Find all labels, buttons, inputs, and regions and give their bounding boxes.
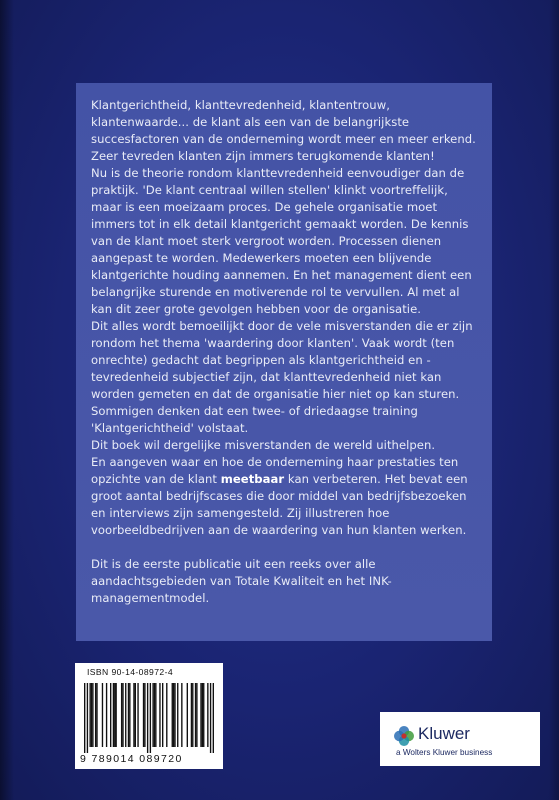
blurb-measurable-after: kan verbeteren. Het bevat een groot aantal bedrijfscases die door middel van bedrijfsbezoeken en interviews zijn samengesteld. Zij illustreren hoe voorbeeldbedrijven aan de waardering van hun klanten werken.: [91, 472, 468, 537]
barcode-bar: [159, 683, 160, 747]
barcode-bar: [84, 683, 85, 753]
publisher-logo-block: [380, 712, 540, 766]
barcode-bar: [207, 683, 208, 747]
barcode-bar: [154, 683, 155, 747]
barcode-bar: [114, 683, 115, 747]
blurb-paragraph-intro: Klantgerichtheid, klanttevredenheid, klantentrouw, klantenwaarde... de klant als een van de belangrijkste succesfactoren van de onderneming wordt meer en meer erkend. Zeer tevreden klanten zijn immers terugkomende klanten!: [91, 98, 476, 163]
blurb-paragraph-measurable: [91, 454, 480, 539]
barcode-bar: [122, 683, 123, 747]
barcode-bar: [137, 683, 138, 747]
blurb-measurable-emphasis: meetbaar: [220, 472, 285, 486]
barcode-bar: [202, 683, 203, 747]
barcode-bar: [129, 683, 130, 747]
blurb-paragraph-purpose: Dit boek wil dergelijke misverstanden de wereld uithelpen.: [91, 438, 436, 452]
publisher-name: Kluwer: [418, 724, 470, 743]
barcode-bar: [210, 683, 211, 753]
barcode-bar: [147, 683, 148, 753]
barcode-bar: [144, 683, 145, 747]
barcode-bar: [125, 683, 126, 747]
barcode-bar: [195, 683, 196, 747]
barcode-bar: [155, 683, 156, 747]
barcode-bar: [187, 683, 188, 747]
barcode-bar: [89, 683, 90, 747]
barcode-bar: [213, 683, 214, 753]
barcode-bar: [106, 683, 107, 747]
blurb-measurable-before: En aangeven waar en hoe de onderneming haar prestaties ten opzichte van de klant: [91, 455, 459, 486]
barcode-bar: [102, 683, 103, 747]
barcode-bar: [92, 683, 93, 747]
barcode-bar: [200, 683, 201, 747]
barcode-bar: [172, 683, 173, 747]
blurb-panel: [76, 83, 492, 641]
barcode-bar: [196, 683, 197, 747]
barcode-bar: [150, 683, 151, 753]
barcode-bar: [91, 683, 92, 747]
barcode-bar: [152, 683, 153, 747]
publisher-tagline: a Wolters Kluwer business: [396, 748, 493, 757]
barcode-bar: [162, 683, 163, 747]
barcode-bar: [110, 683, 111, 747]
barcode-bar: [96, 683, 97, 747]
barcode-bar: [192, 683, 193, 747]
barcode-bar: [174, 683, 175, 747]
blurb-paragraph-theory: Nu is de theorie rondom klanttevredenheid eenvoudiger dan de praktijk. 'De klant centraal willen stellen' klinkt voortreffelijk, maar is een moeizaam proces. De gehele organisatie moet immers tot in elk detail klantgericht gemaakt worden. De kennis van de klant moet sterk vergroot worden. Processen dienen aangepast te worden. Medewerkers moeten een blijvende klantgerichte houding aannemen. En het management dient een belangrijke sturende en motiverende rol te vervullen. Al met al kan dit zeer grote gevolgen hebben voor de organisatie.: [91, 166, 472, 316]
barcode-bar: [95, 683, 96, 747]
barcode-bar: [166, 683, 167, 747]
barcode-bar: [133, 683, 134, 747]
barcode-bar: [177, 683, 178, 747]
blurb-paragraph-misunderstandings: Dit alles wordt bemoeilijkt door de vele misverstanden die er zijn rondom het thema 'waardering door klanten'. Vaak wordt (ten onrechte) gedacht dat begrippen als klantgerichtheid en -tevredenheid subjectief zijn, dat klanttevredenheid niet kan worden gemeten en dat de organisatie hier niet op kan sturen. Sommigen denken dat een twee- of driedaagse training 'Klantgerichtheid' volstaat.: [91, 319, 473, 435]
isbn-barcode: [75, 663, 223, 769]
barcode-bar: [113, 683, 114, 747]
wolters-kluwer-flower-icon: [393, 725, 415, 747]
isbn-label: ISBN 90-14-08972-4: [87, 667, 174, 677]
barcode-bar: [143, 683, 144, 747]
blurb-paragraph-series: Dit is de eerste publicatie uit een reeks over alle aandachtsgebieden van Totale Kwaliteit en het INK-managementmodel.: [91, 557, 392, 605]
barcode-bar: [191, 683, 192, 747]
barcode-digits: 9 789014 089720: [80, 753, 183, 765]
barcode-bar: [173, 683, 174, 747]
logo-core: [401, 733, 406, 738]
barcode-bar: [128, 683, 129, 747]
barcode-bar: [87, 683, 88, 753]
barcode-bar: [203, 683, 204, 747]
barcode-bar: [121, 683, 122, 747]
barcode-bar: [115, 683, 116, 747]
barcode-bar: [181, 683, 182, 747]
barcode-bars: [84, 683, 214, 753]
barcode-bar: [135, 683, 136, 747]
